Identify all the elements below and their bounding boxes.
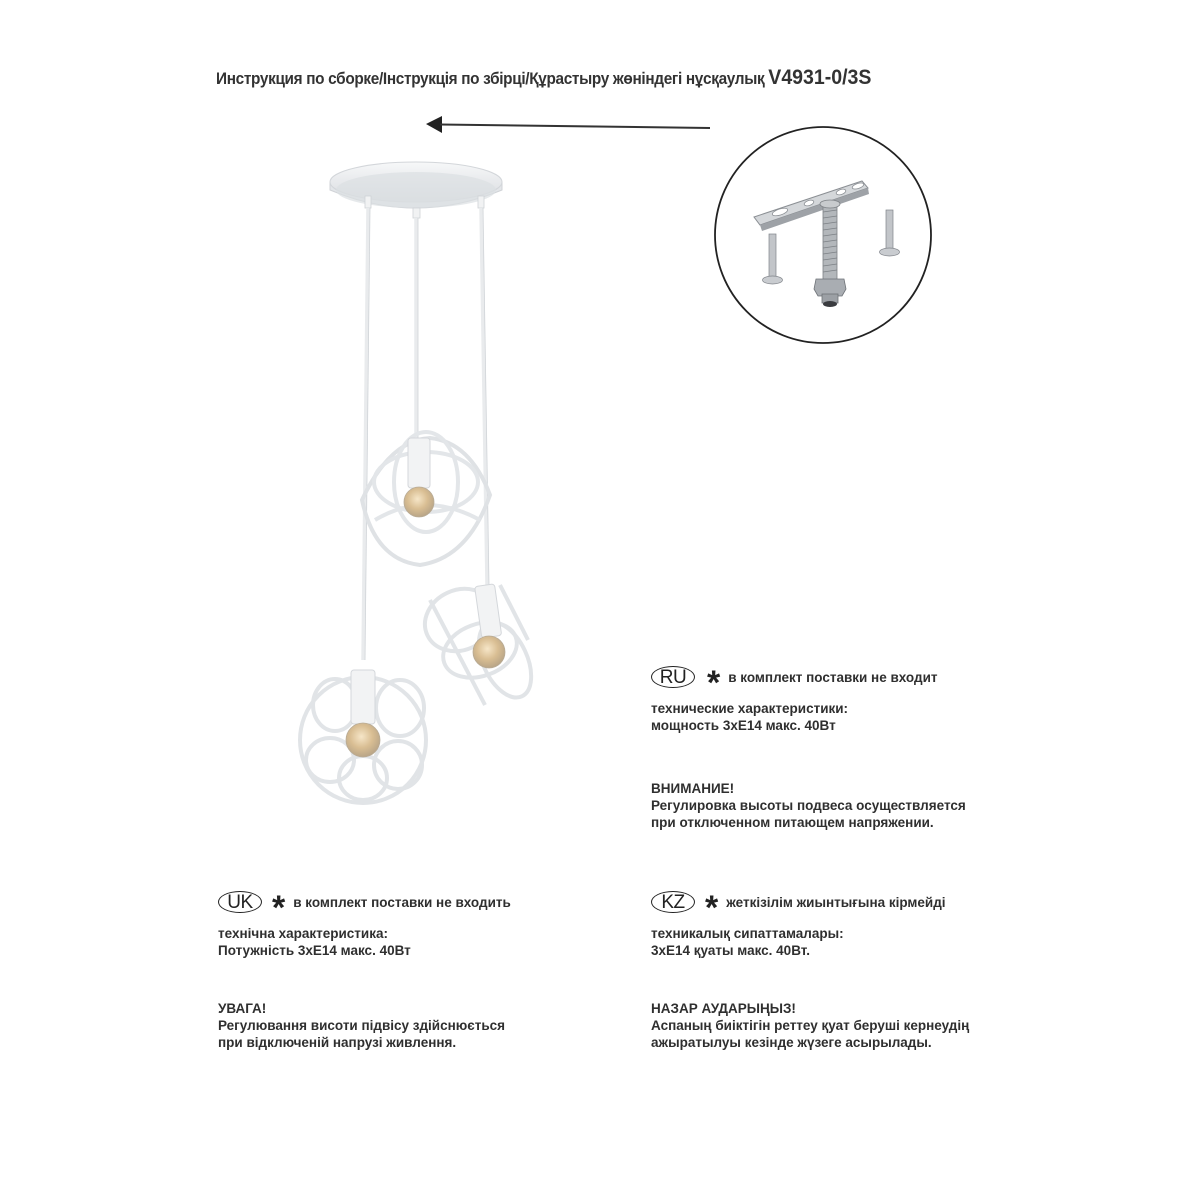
lang-badge-kz: KZ [651,891,695,913]
spec-value: 3хЕ14 қуаты макс. 40Вт. [651,943,810,958]
not-included-note: жеткізілім жиынтығына кірмейді [726,894,946,910]
model-number: V4931-0/3S [768,66,872,89]
warning-title: УВАГА! [218,1001,267,1016]
light-bulb-icon [404,487,434,517]
lang-badge-ru: RU [651,666,695,688]
light-bulb-icon [473,636,505,668]
warning-line: при відключеній напрузі живлення. [218,1035,457,1050]
spec-title: технические характеристики: [651,701,849,716]
spec-title: техникалық сипаттамалары: [651,926,844,941]
ru-note-line [651,664,938,702]
asterisk-icon: * [272,889,286,927]
warning-line: Регулировка высоты подвеса осуществляется [651,798,966,813]
document-title [216,66,941,90]
lang-badge-uk: UK [218,891,262,913]
kz-note-line [651,889,946,927]
section-uk [218,891,511,959]
not-included-note: в комплект поставки не входит [728,669,938,685]
section-ru [651,666,937,734]
spec-value: мощность 3хЕ14 макс. 40Вт [651,718,836,733]
ceiling-canopy [330,162,502,218]
pendant-lamp-illustration [290,160,540,840]
title-text: Инструкция по сборке/Інструкція по збірці/Құрастыру жөніндегі нұсқаулық [216,70,765,88]
light-bulb-icon [346,723,380,757]
warning-line: Аспаның биіктігін реттеу қуат беруші кернеудің [651,1018,970,1033]
warning-line: ажыратылуы кезінде жүзеге асырылады. [651,1035,932,1050]
asterisk-icon: * [705,889,719,927]
warning-ru [651,780,966,831]
mounting-kit-inset [712,124,934,346]
asterisk-icon: * [707,664,721,702]
lamp-socket [475,584,502,638]
uk-note-line [218,889,511,927]
spec-title: технічна характеристика: [218,926,388,941]
warning-title: ВНИМАНИЕ! [651,781,735,796]
arrow-left-icon [424,112,714,138]
warning-uk [218,1000,505,1051]
warning-kz [651,1000,969,1051]
section-kz [651,891,946,959]
warning-title: НАЗАР АУДАРЫҢЫЗ! [651,1001,796,1016]
warning-line: Регулювання висоти підвісу здійснюється [218,1018,506,1033]
lamp-socket [351,670,375,724]
not-included-note: в комплект поставки не входить [293,894,511,910]
lamp-socket [408,438,430,488]
spec-value: Потужність 3хЕ14 макс. 40Вт [218,943,411,958]
warning-line: при отключенном питающем напряжении. [651,815,934,830]
